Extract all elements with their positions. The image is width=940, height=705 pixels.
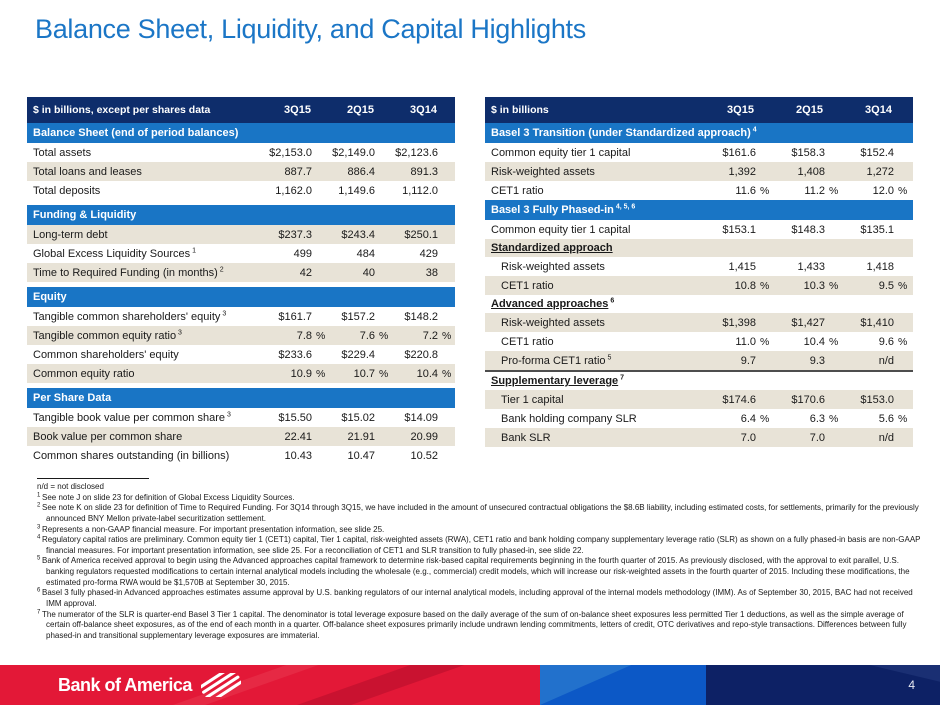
cell-value: $135.1: [860, 223, 894, 236]
table-row: [485, 257, 913, 276]
section-header: [27, 123, 455, 143]
cell-value: $14.09: [404, 411, 438, 424]
cell-value: 499: [293, 247, 312, 260]
table-row: [27, 181, 455, 200]
column-header: 2Q15: [347, 104, 374, 116]
cell-value: $250.1: [404, 228, 438, 241]
section-header: [485, 123, 913, 143]
footer-blue-diagonal: [540, 665, 706, 705]
cell-value: $1,427: [791, 316, 825, 329]
capital-table: [485, 97, 913, 447]
row-label: Risk-weighted assets: [501, 316, 605, 329]
cell-value: 6.4: [740, 412, 756, 425]
cell-value: $233.6: [278, 348, 312, 361]
footnote: $^4$ Regulatory capital ratios are preliminary. Common equity tier 1 (CET1) capital, Tier 1 capital, risk-weighted assets (RWA), CET1 ratio and bank holding company supplementary leverage ratio (SLR) as shown on a fully phased-in basis are non-GAAP financial measures. For important presentation information, see slide 25. For a reconciliation of CET1 and SLR transition to fully phased-in, see slide 22.: [37, 534, 921, 555]
cell-value: $229.4: [341, 348, 375, 361]
column-header: 3Q14: [865, 104, 892, 116]
percent-sign: %: [760, 279, 770, 292]
percent-sign: %: [898, 279, 908, 292]
footnote: $^3$ Represents a non-GAAP financial measure. For important presentation information, see slide 25.: [37, 523, 385, 534]
table-row: [485, 276, 913, 295]
cell-value: 1,418: [866, 260, 894, 273]
footer-navy-band: [706, 665, 940, 705]
footnote: $^6$ Basel 3 fully phased-in Advanced approaches estimates assume approval by U.S. banking regulators of our internal analytical models, including approval of the internal models methodology (IMM). As of September 30, 2015, BAC had not received IMM approval.: [37, 587, 913, 608]
cell-value: 10.7: [353, 367, 375, 380]
cell-value: 10.47: [347, 449, 375, 462]
subsection-header: [485, 372, 913, 390]
cell-value: 10.43: [284, 449, 312, 462]
row-label: Time to Required Funding (in months) $^2$: [33, 265, 224, 279]
footnote: $^2$ See note K on slide 23 for definition of Time to Required Funding. For 3Q14 through 3Q15, we have included in the amount of unsecured contractual obligations the $8.6B liability, including estimated costs, for settlements, primarily for the previously announced BNY Mellon private-label securitization settlement.: [37, 502, 919, 523]
table-row: [27, 364, 455, 383]
footnote: n/d = not disclosed: [37, 482, 104, 491]
row-label: Common equity ratio: [33, 367, 135, 380]
percent-sign: %: [829, 184, 839, 197]
table-unit-label: $ in billions, except per shares data: [33, 104, 211, 116]
table-row: [27, 143, 455, 162]
row-label: CET1 ratio: [501, 335, 554, 348]
cell-value: $170.6: [791, 393, 825, 406]
table-row: [27, 244, 455, 263]
row-label: Long-term debt: [33, 228, 108, 241]
cell-value: 1,415: [728, 260, 756, 273]
cell-value: 1,433: [797, 260, 825, 273]
cell-value: $1,398: [722, 316, 756, 329]
percent-sign: %: [316, 329, 326, 342]
cell-value: $220.8: [404, 348, 438, 361]
cell-value: $174.6: [722, 393, 756, 406]
footnote: $^7$ The numerator of the SLR is quarter-end Basel 3 Tier 1 capital. The denominator is total leverage exposure based on the daily average of the sum of on-balance sheet exposures less permitted Tier 1 deductions, as well as the simple average of certain off-balance sheet exposures, as of the end of each month in a quarter. Off-balance sheet exposures primarily include undrawn lending commitments, letters of credit, OTC derivatives and repo-style transactions. Differences between fully phased-in and transitional supplementary leverage exposures are immaterial.: [37, 608, 907, 640]
cell-value: $2,123.6: [395, 146, 438, 159]
cell-value: $158.3: [791, 146, 825, 159]
cell-value: 10.8: [734, 279, 756, 292]
percent-sign: %: [829, 335, 839, 348]
row-label: Pro-forma CET1 ratio $^5$: [501, 353, 612, 367]
percent-sign: %: [442, 329, 452, 342]
cell-value: $237.3: [278, 228, 312, 241]
cell-value: 10.3: [803, 279, 825, 292]
section-header: [27, 287, 455, 307]
column-header: 2Q15: [796, 104, 823, 116]
cell-value: 21.91: [347, 430, 375, 443]
row-label: Total loans and leases: [33, 165, 142, 178]
table-row: [27, 162, 455, 181]
bofa-flag-icon: [201, 673, 241, 697]
cell-value: 7.0: [809, 431, 825, 444]
percent-sign: %: [829, 279, 839, 292]
cell-value: $153.0: [860, 393, 894, 406]
row-label: CET1 ratio: [491, 184, 544, 197]
table-row: [27, 326, 455, 345]
cell-value: 9.6: [878, 335, 894, 348]
cell-value: 7.2: [422, 329, 438, 342]
cell-value: 11.0: [735, 335, 756, 348]
section-label: Balance Sheet (end of period balances): [33, 127, 239, 139]
cell-value: 1,162.0: [275, 184, 312, 197]
table-row: [485, 220, 913, 239]
cell-value: n/d: [878, 354, 894, 367]
row-label: Book value per common share: [33, 430, 183, 443]
cell-value: 9.3: [809, 354, 825, 367]
cell-value: 891.3: [410, 165, 438, 178]
cell-value: 20.99: [410, 430, 438, 443]
cell-value: 1,272: [866, 165, 894, 178]
bofa-logo: [58, 673, 241, 697]
cell-value: 1,112.0: [402, 184, 438, 197]
row-label: Common equity tier 1 capital: [491, 146, 631, 159]
table-row: [27, 446, 455, 465]
row-label: Bank SLR: [501, 431, 551, 444]
footer-navy-diagonal: [706, 665, 940, 705]
percent-sign: %: [760, 184, 770, 197]
cell-value: 7.6: [359, 329, 375, 342]
table-header-row: [27, 97, 455, 123]
cell-value: 7.0: [740, 431, 756, 444]
row-label: Tangible common equity ratio $^3$: [33, 328, 182, 342]
table-row: [485, 409, 913, 428]
cell-value: 484: [356, 247, 375, 260]
percent-sign: %: [379, 367, 389, 380]
balance-sheet-table: [27, 97, 455, 465]
row-label: Tangible book value per common share $^3$: [33, 410, 231, 424]
percent-sign: %: [898, 335, 908, 348]
row-label: Total assets: [33, 146, 92, 159]
cell-value: $148.2: [404, 310, 438, 323]
cell-value: $161.6: [722, 146, 756, 159]
cell-value: 10.52: [410, 449, 438, 462]
cell-value: 40: [362, 266, 375, 279]
row-label: Risk-weighted assets: [491, 165, 595, 178]
page-number: 4: [908, 678, 915, 692]
row-label: Global Excess Liquidity Sources $^1$: [33, 246, 196, 260]
table-row: [27, 427, 455, 446]
section-label: Basel 3 Fully Phased-in $^{4, 5, 6}$: [491, 203, 636, 216]
row-label: Total deposits: [33, 184, 101, 197]
footnote-list: [37, 482, 922, 641]
cell-value: 10.4: [416, 367, 438, 380]
footnote: $^1$ See note J on slide 23 for definition of Global Excess Liquidity Sources.: [37, 491, 295, 502]
cell-value: 886.4: [347, 165, 375, 178]
percent-sign: %: [760, 335, 770, 348]
cell-value: 38: [425, 266, 438, 279]
row-label: Bank holding company SLR: [501, 412, 637, 425]
cell-value: $2,153.0: [269, 146, 312, 159]
section-header: [485, 200, 913, 220]
section-label: Per Share Data: [33, 392, 112, 404]
subsection-label: Standardized approach: [491, 242, 613, 254]
cell-value: 1,149.6: [338, 184, 375, 197]
cell-value: 5.6: [878, 412, 894, 425]
column-header: 3Q15: [284, 104, 311, 116]
column-header: 3Q14: [410, 104, 437, 116]
row-label: Common shareholders' equity: [33, 348, 179, 361]
percent-sign: %: [379, 329, 389, 342]
column-header: 3Q15: [727, 104, 754, 116]
subsection-label: Supplementary leverage $^7$: [491, 374, 625, 387]
footer-banner: [0, 665, 940, 705]
cell-value: $153.1: [722, 223, 756, 236]
table-row: [485, 162, 913, 181]
footnote: $^5$ Bank of America received approval to begin using the Advanced approaches capital framework to determine risk-based capital requirements beginning in the fourth quarter of 2015. As previously disclosed, with the approval to exit parallel, U.S. banking regulators requested modifications to certain internal analytical models including the wholesale (e.g., commercial) credit models, which will increase our risk-weighted assets in the fourth quarter of 2015. Including these modifications, the estimated pro-forma RWA would be $1,570B at September 30, 2015.: [37, 555, 910, 587]
table-row: [485, 143, 913, 162]
cell-value: 429: [419, 247, 438, 260]
row-label: Tangible common shareholders' equity $^3$: [33, 309, 227, 323]
cell-value: $2,149.0: [332, 146, 375, 159]
footnote-rule: [37, 478, 149, 479]
cell-value: $148.3: [791, 223, 825, 236]
row-label: Common shares outstanding (in billions): [33, 449, 230, 462]
row-label: CET1 ratio: [501, 279, 554, 292]
cell-value: 9.5: [878, 279, 894, 292]
table-row: [485, 313, 913, 332]
cell-value: 11.6: [735, 184, 756, 197]
cell-value: 42: [299, 266, 312, 279]
percent-sign: %: [442, 367, 452, 380]
cell-value: 1,392: [728, 165, 756, 178]
cell-value: $15.02: [341, 411, 375, 424]
cell-value: 9.7: [740, 354, 756, 367]
table-row: [485, 351, 913, 372]
bofa-logo-text: Bank of America: [58, 674, 192, 695]
table-unit-label: $ in billions: [491, 104, 549, 116]
cell-value: $161.7: [278, 310, 312, 323]
table-row: [27, 263, 455, 282]
cell-value: 7.8: [296, 329, 312, 342]
cell-value: 22.41: [284, 430, 312, 443]
cell-value: $1,410: [860, 316, 894, 329]
footer-blue-band: [540, 665, 706, 705]
section-label: Equity: [33, 291, 67, 303]
cell-value: 11.2: [804, 184, 825, 197]
cell-value: $152.4: [860, 146, 894, 159]
cell-value: 10.4: [803, 335, 825, 348]
page-title: Balance Sheet, Liquidity, and Capital Highlights: [35, 14, 586, 44]
percent-sign: %: [760, 412, 770, 425]
footnotes: [37, 478, 922, 641]
table-row: [27, 307, 455, 326]
cell-value: 12.0: [872, 184, 894, 197]
section-label: Funding & Liquidity: [33, 209, 137, 221]
table-row: [27, 345, 455, 364]
table-row: [485, 332, 913, 351]
subsection-label: Advanced approaches $^6$: [491, 297, 615, 310]
cell-value: 1,408: [797, 165, 825, 178]
cell-value: n/d: [878, 431, 894, 444]
cell-value: 6.3: [809, 412, 825, 425]
row-label: Common equity tier 1 capital: [491, 223, 631, 236]
section-header: [27, 205, 455, 225]
table-header-row: [485, 97, 913, 123]
cell-value: 10.9: [290, 367, 312, 380]
subsection-header: [485, 295, 913, 313]
cell-value: $15.50: [278, 411, 312, 424]
table-row: [27, 408, 455, 427]
percent-sign: %: [898, 412, 908, 425]
table-row: [485, 390, 913, 409]
cell-value: 887.7: [284, 165, 312, 178]
cell-value: $243.4: [341, 228, 375, 241]
subsection-header: [485, 239, 913, 257]
percent-sign: %: [316, 367, 326, 380]
cell-value: $157.2: [341, 310, 375, 323]
row-label: Tier 1 capital: [501, 393, 564, 406]
table-row: [485, 181, 913, 200]
percent-sign: %: [829, 412, 839, 425]
row-label: Risk-weighted assets: [501, 260, 605, 273]
section-header: [27, 388, 455, 408]
table-row: [27, 225, 455, 244]
table-row: [485, 428, 913, 447]
section-label: Basel 3 Transition (under Standardized approach) $^4$: [491, 126, 757, 139]
percent-sign: %: [898, 184, 908, 197]
